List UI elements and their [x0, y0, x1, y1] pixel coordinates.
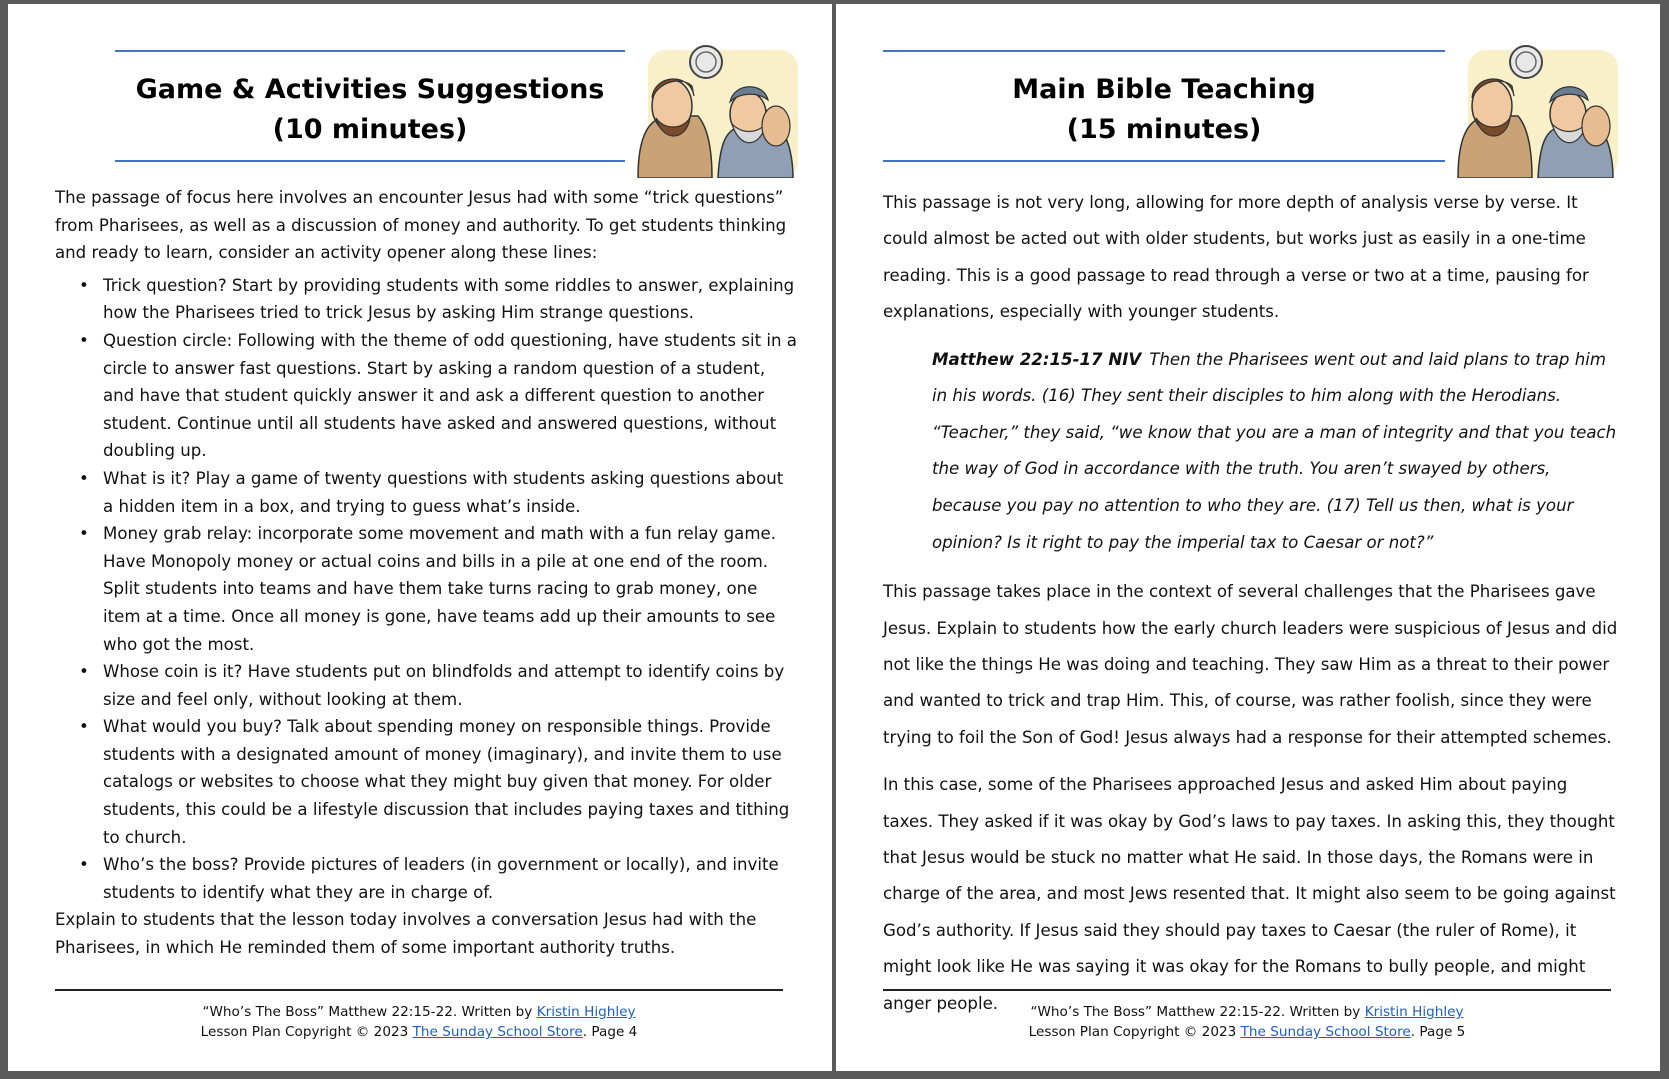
intro-paragraph: The passage of focus here involves an encounter Jesus had with some “trick questions” from Pharisees, as well as a discussion of money and authority. To get students thinking and ready to learn, consider an activity opener along these lines: — [55, 188, 787, 263]
header-top-rule — [115, 50, 625, 52]
footer-rule — [883, 989, 1611, 991]
footer-line-2 — [883, 1022, 1611, 1042]
taxes-paragraph: In this case, some of the Pharisees approached Jesus and asked Him about paying taxes. They asked if it was okay by God’s laws to pay taxes. In asking this, they thought that Jesus would be stuck no matter what He said. In those days, the Romans were in charge of the area, and most Jews resented that. It might also seem to be going against God’s authority. If Jesus said they should pay taxes to Caesar (the ruler of Rome), it might look like He was saying it was okay for the Romans to bully people, and might anger people. — [883, 775, 1616, 1013]
intro-paragraph: This passage is not very long, allowing for more depth of analysis verse by verse. It could almost be acted out with older students, but works just as easily in a one-time reading. This is a good passage to read through a verse or two at a time, pausing for explanations, especially with younger students. — [883, 193, 1589, 322]
list-item: • Question circle: Following with the theme of odd questioning, have students sit in a circle to answer fast questions. Start by asking a random question of a student, and have that student quickly answer it and ask a different question to another student. Continue until all students have asked and answered questions, without doubling up. — [103, 327, 797, 465]
activities-body — [55, 184, 797, 962]
footer-rule — [55, 989, 783, 991]
activity-list — [55, 272, 797, 907]
section-title-line1: Main Bible Teaching — [1012, 74, 1316, 105]
list-item: • What would you buy? Talk about spending money on responsible things. Provide students with a designated amount of money (imaginary), and invite them to use catalogs or websites to choose what they might buy given that money. For older students, this could be a lifestyle discussion that includes paying taxes and tithing to church. — [103, 713, 797, 851]
section-title-line2: (15 minutes) — [1066, 114, 1262, 145]
scripture-text: Then the Pharisees went out and laid plans to trap him in his words. (16) They sent their disciples to him along with the Herodians. “Teacher,” they said, “we know that you are a man of integrity and that you teach the way of God in accordance with the truth. You aren’t swayed by others, because you pay no attention to who they are. (17) Tell us then, what is your opinion? Is it right to pay the imperial tax to Caesar or not?” — [932, 349, 1617, 552]
footer-line-2 — [55, 1022, 783, 1042]
list-item: • Trick question? Start by providing students with some riddles to answer, explaining how the Pharisees tried to trick Jesus by asking Him strange questions. — [103, 272, 797, 327]
section-title-line2: (10 minutes) — [272, 114, 468, 145]
section-title — [115, 70, 625, 150]
footer-copyright: Lesson Plan Copyright © 2023 — [1028, 1024, 1241, 1040]
list-item: • Money grab relay: incorporate some movement and math with a fun relay game. Have Monopoly money or actual coins and bills in a pile at one end of the room. Split students into teams and have them take turns racing to grab money, one item at a time. Once all money is gone, have teams add up their amounts to see who got the most. — [103, 520, 797, 658]
page-footer — [55, 1002, 783, 1042]
scripture-quote — [932, 342, 1618, 562]
section-title — [883, 70, 1445, 150]
jesus-pharisees-clipart-icon — [1448, 38, 1618, 178]
page-footer — [883, 1002, 1611, 1042]
header-bottom-rule — [115, 160, 625, 162]
header-top-rule — [883, 50, 1445, 52]
footer-citation: “Who’s The Boss” Matthew 22:15-22. Written by — [1030, 1004, 1365, 1020]
list-item: • Who’s the boss? Provide pictures of leaders (in government or locally), and invite students to identify what they are in charge of. — [103, 851, 797, 906]
page-number: . Page 4 — [582, 1024, 638, 1040]
page-number: . Page 5 — [1410, 1024, 1466, 1040]
author-link[interactable]: Kristin Highley — [536, 1004, 636, 1020]
store-link[interactable]: The Sunday School Store — [412, 1024, 583, 1040]
page-5 — [836, 4, 1660, 1071]
footer-copyright: Lesson Plan Copyright © 2023 — [200, 1024, 413, 1040]
teaching-body — [883, 185, 1618, 1033]
header-bottom-rule — [883, 160, 1445, 162]
footer-citation: “Who’s The Boss” Matthew 22:15-22. Written by — [202, 1004, 537, 1020]
scripture-reference: Matthew 22:15-17 NIV — [932, 349, 1142, 369]
author-link[interactable]: Kristin Highley — [1364, 1004, 1464, 1020]
footer-line-1 — [55, 1002, 783, 1022]
section-title-line1: Game & Activities Suggestions — [135, 74, 605, 105]
list-item: • What is it? Play a game of twenty questions with students asking questions about a hidden item in a box, and trying to guess what’s inside. — [103, 465, 797, 520]
context-paragraph: This passage takes place in the context of several challenges that the Pharisees gave Jesus. Explain to students how the early church leaders were suspicious of Jesus and did not like the things He was doing and teaching. They saw Him as a threat to their power and wanted to trick and trap Him. This, of course, was rather foolish, since they were trying to foil the Son of God! Jesus always had a response for their attempted schemes. — [883, 582, 1618, 747]
list-item: • Whose coin is it? Have students put on blindfolds and attempt to identify coins by size and feel only, without looking at them. — [103, 658, 797, 713]
closing-paragraph: Explain to students that the lesson today involves a conversation Jesus had with the Pharisees, in which He reminded them of some important authority truths. — [55, 910, 757, 958]
footer-line-1 — [883, 1002, 1611, 1022]
store-link[interactable]: The Sunday School Store — [1240, 1024, 1411, 1040]
page-4 — [8, 4, 832, 1071]
jesus-pharisees-clipart-icon — [628, 38, 798, 178]
